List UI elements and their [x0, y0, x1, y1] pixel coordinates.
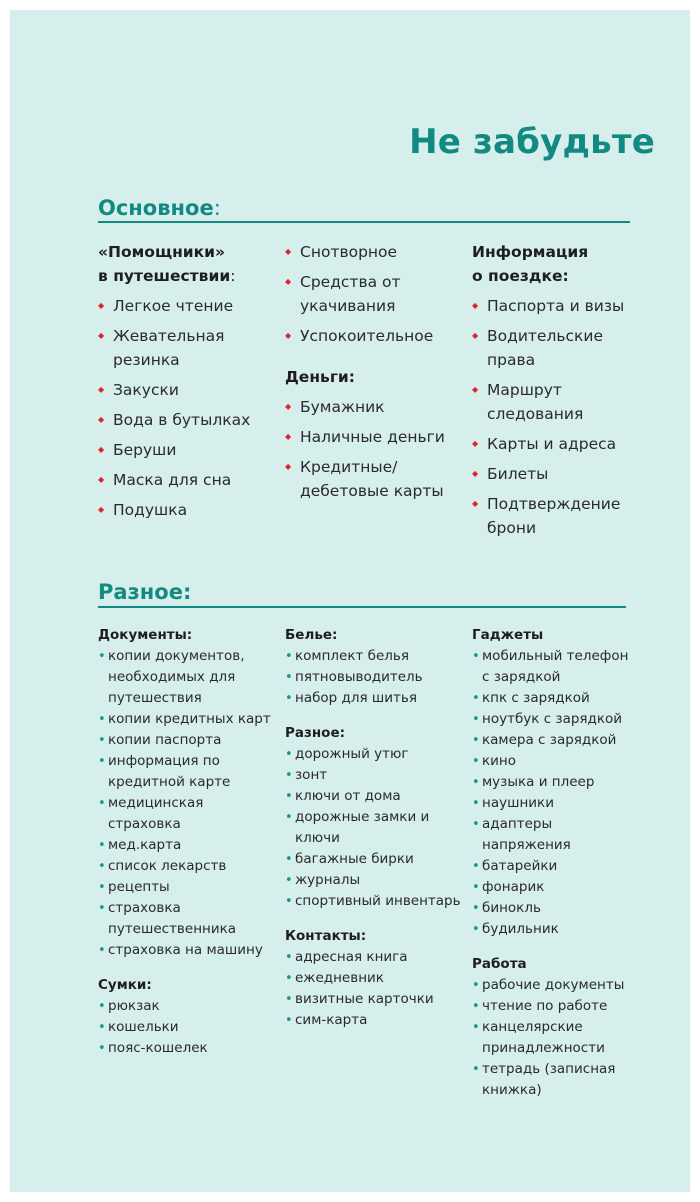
linen-list	[285, 646, 465, 709]
list-item: ◆ Беруши	[98, 438, 278, 462]
misc-column-1	[98, 625, 278, 1059]
gadgets-heading: Гаджеты	[472, 627, 544, 643]
list-item: • ключи от дома	[285, 786, 465, 807]
list-item: • спортивный инвентарь	[285, 891, 465, 912]
list-item: • рюкзак	[98, 996, 278, 1017]
list-item: • кпк с зарядкой	[472, 688, 632, 709]
bags-list	[98, 996, 278, 1059]
list-item: ◆ Наличные деньги	[285, 425, 465, 449]
list-item: ◆ Паспорта и визы	[472, 294, 642, 318]
list-item: • батарейки	[472, 856, 632, 877]
trip-info-list	[472, 294, 642, 540]
list-item: • медицинская страховка	[98, 793, 278, 835]
list-item: • информация по кредитной карте	[98, 751, 278, 793]
gadgets-list	[472, 646, 632, 940]
list-item: • рецепты	[98, 877, 278, 898]
trip-info-heading-line1: Информация	[472, 243, 589, 261]
list-item: • пятновыводитель	[285, 667, 465, 688]
bags-heading: Сумки:	[98, 977, 152, 993]
helpers-heading-colon: :	[230, 267, 236, 285]
list-item: • список лекарств	[98, 856, 278, 877]
list-item: • ежедневник	[285, 968, 465, 989]
list-item: ◆ Бумажник	[285, 395, 465, 419]
list-item: • адаптеры напряжения	[472, 814, 632, 856]
list-item: ◆ Снотворное	[285, 240, 465, 264]
list-item: • дорожные замки и ключи	[285, 807, 465, 849]
list-item: ◆ Кредитные/ дебетовые карты	[285, 455, 465, 503]
money-heading: Деньги:	[285, 368, 355, 386]
various-heading: Разное:	[285, 725, 346, 741]
list-item: • чтение по работе	[472, 996, 632, 1017]
list-item: • кино	[472, 751, 632, 772]
list-item: • бинокль	[472, 898, 632, 919]
list-item: • канцелярские принадлежности	[472, 1017, 632, 1059]
page-title: Не забудьте	[409, 122, 655, 162]
helpers-heading	[98, 240, 278, 288]
misc-column-2	[285, 625, 465, 1031]
list-item: • комплект белья	[285, 646, 465, 667]
list-item: ◆ Билеты	[472, 462, 642, 486]
helpers-heading-line1: «Помощники»	[98, 243, 226, 261]
trip-info-heading-line2: о поездке:	[472, 267, 569, 285]
work-heading: Работа	[472, 956, 527, 972]
section-basic-heading-colon: :	[213, 196, 221, 220]
list-item: • ноутбук с зарядкой	[472, 709, 632, 730]
work-list	[472, 975, 632, 1101]
list-item: • мобильный телефон с зарядкой	[472, 646, 632, 688]
list-item: ◆ Подушка	[98, 498, 278, 522]
list-item: ◆ Маска для сна	[98, 468, 278, 492]
list-item: ◆ Карты и адреса	[472, 432, 642, 456]
list-item: • страховка на машину	[98, 940, 278, 961]
list-item: • набор для шитья	[285, 688, 465, 709]
list-item: • визитные карточки	[285, 989, 465, 1010]
list-item: • камера с зарядкой	[472, 730, 632, 751]
misc-column-3	[472, 625, 632, 1101]
basic-column-2	[285, 240, 465, 509]
list-item: • кошельки	[98, 1017, 278, 1038]
section-basic-heading-text: Основное	[98, 196, 214, 220]
section-misc-heading: Разное:	[98, 580, 192, 604]
list-item: • наушники	[472, 793, 632, 814]
list-item: ◆ Маршрут следования	[472, 378, 642, 426]
contacts-heading: Контакты:	[285, 928, 367, 944]
list-item: ◆ Легкое чтение	[98, 294, 278, 318]
documents-heading: Документы:	[98, 627, 193, 643]
list-item: • тетрадь (записная книжка)	[472, 1059, 632, 1101]
list-item: • сим-карта	[285, 1010, 465, 1031]
list-item: ◆ Водительские права	[472, 324, 642, 372]
list-item: • дорожный утюг	[285, 744, 465, 765]
section-basic-heading	[98, 196, 221, 220]
helpers-heading-line2: в путешествии	[98, 267, 231, 285]
section-misc-rule	[98, 606, 626, 608]
list-item: ◆ Жевательная резинка	[98, 324, 278, 372]
list-item: • рабочие документы	[472, 975, 632, 996]
trip-info-heading	[472, 240, 642, 288]
list-item: • фонарик	[472, 877, 632, 898]
money-list	[285, 395, 465, 503]
section-basic-rule	[98, 221, 630, 223]
helpers-list	[98, 294, 278, 522]
list-item: • копии документов, необходимых для путешествия	[98, 646, 278, 709]
list-item: • журналы	[285, 870, 465, 891]
list-item: ◆ Подтверждение брони	[472, 492, 642, 540]
list-item: • багажные бирки	[285, 849, 465, 870]
list-item: ◆ Успокоительное	[285, 324, 465, 348]
linen-heading: Белье:	[285, 627, 338, 643]
list-item: • зонт	[285, 765, 465, 786]
list-item: ◆ Вода в бутылках	[98, 408, 278, 432]
list-item: • копии паспорта	[98, 730, 278, 751]
basic-column-3	[472, 240, 642, 546]
list-item: • будильник	[472, 919, 632, 940]
list-item: • копии кредитных карт	[98, 709, 278, 730]
contacts-list	[285, 947, 465, 1031]
documents-list	[98, 646, 278, 961]
basic-column-1	[98, 240, 278, 528]
list-item: • адресная книга	[285, 947, 465, 968]
sleep-list	[285, 240, 465, 348]
list-item: • пояс-кошелек	[98, 1038, 278, 1059]
list-item: • музыка и плеер	[472, 772, 632, 793]
list-item: ◆ Средства от укачивания	[285, 270, 465, 318]
list-item: ◆ Закуски	[98, 378, 278, 402]
list-item: • страховка путешественника	[98, 898, 278, 940]
list-item: • мед.карта	[98, 835, 278, 856]
various-list	[285, 744, 465, 912]
